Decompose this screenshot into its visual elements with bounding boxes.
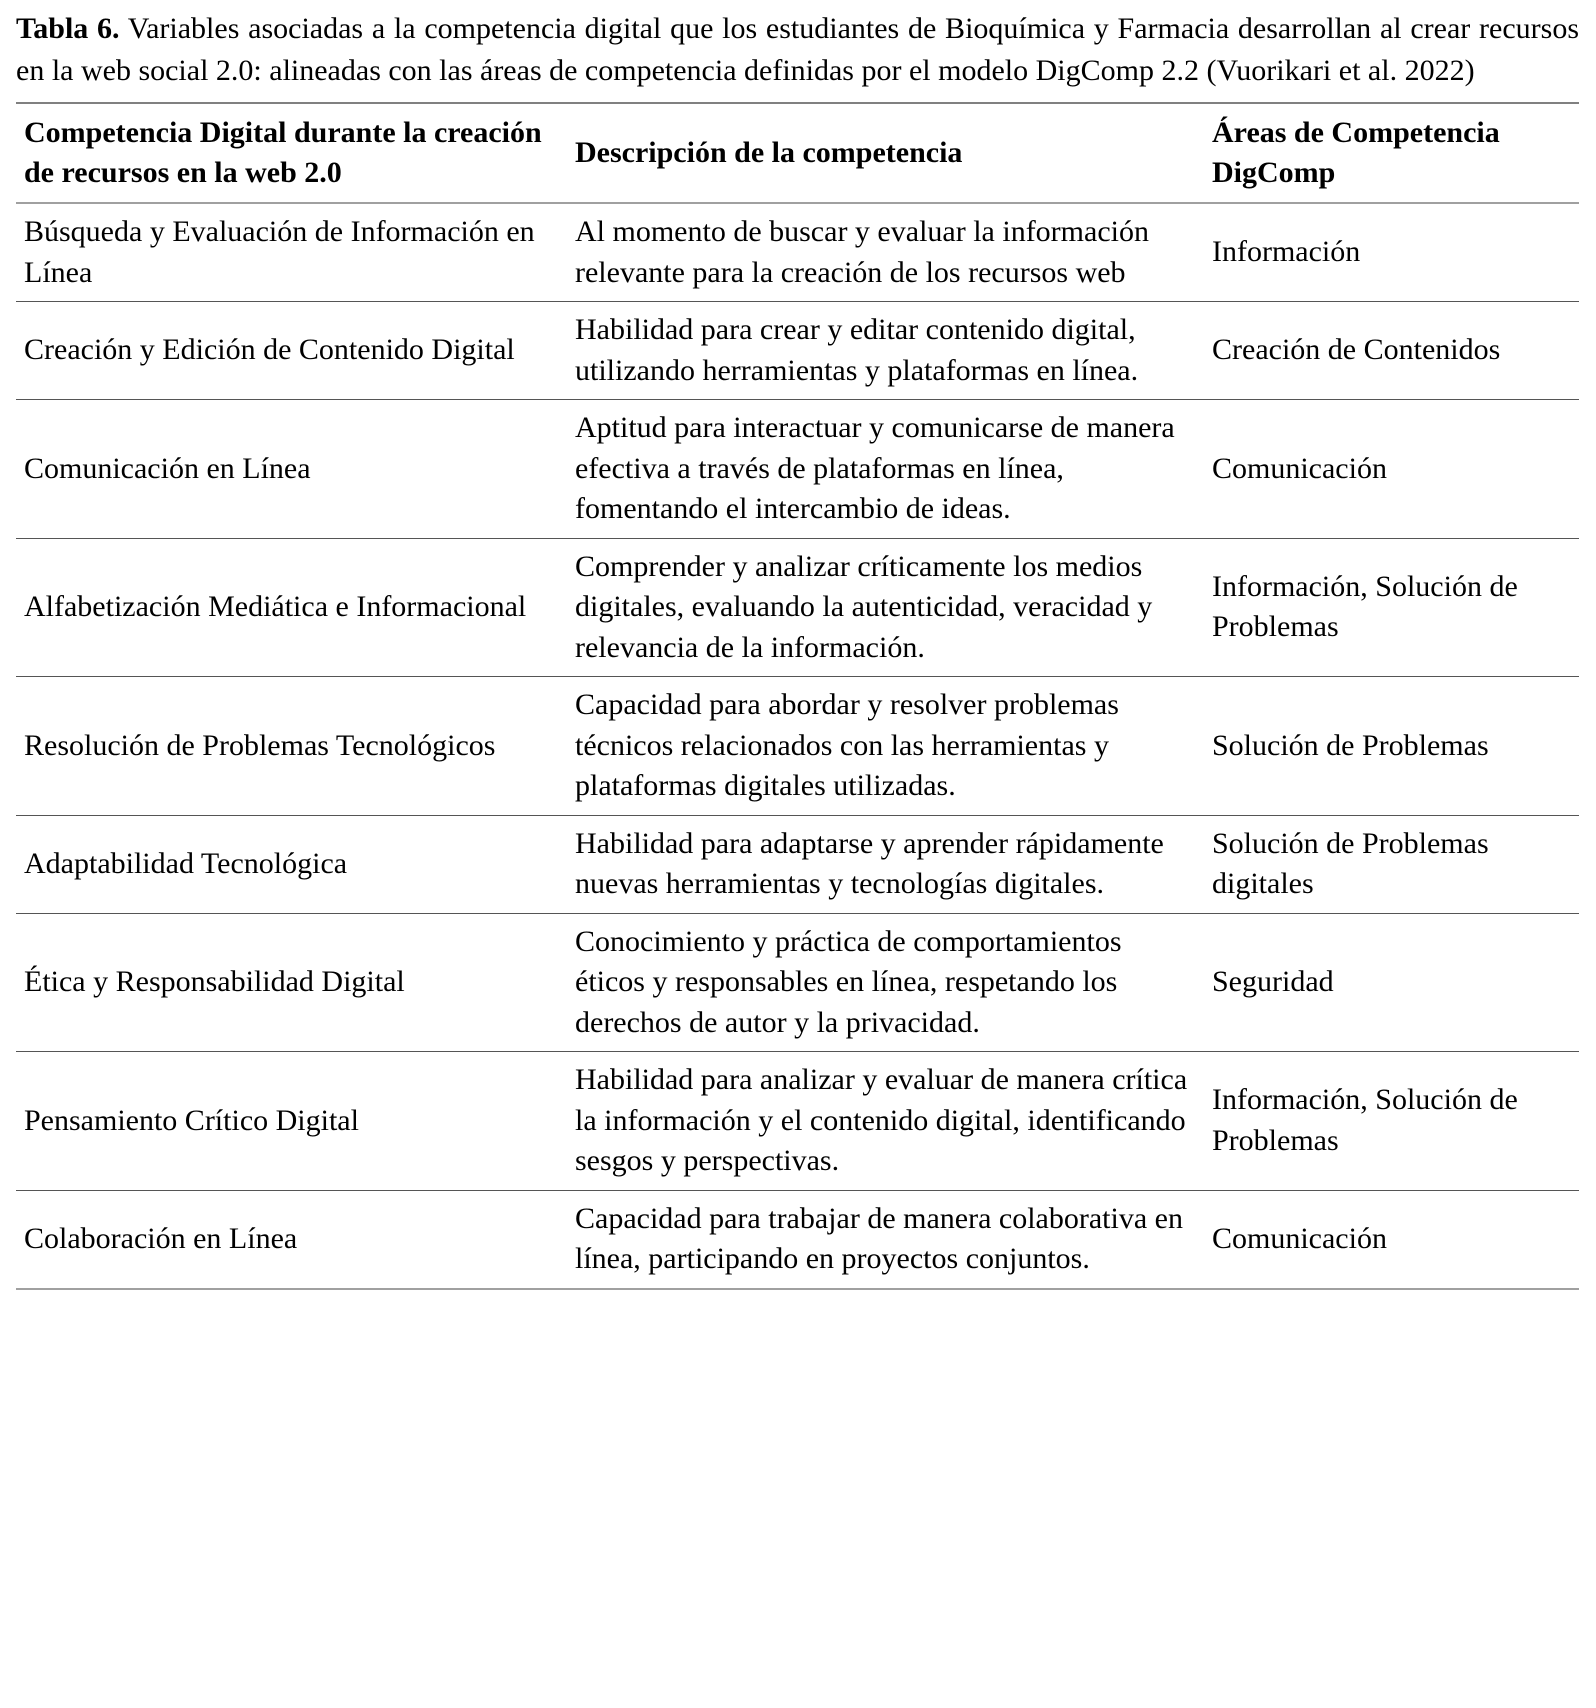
table-body [16, 203, 1579, 1289]
table-row [16, 677, 1579, 816]
cell-area: Creación de Contenidos [1212, 333, 1501, 367]
table-row [16, 400, 1579, 539]
cell-descripcion: Capacidad para abordar y resolver problemas técnicos relacionados con las herramientas y plataformas digitales utilizadas. [575, 688, 1119, 802]
header-competencia: Competencia Digital durante la creación de recursos en la web 2.0 [24, 116, 542, 189]
cell-descripcion: Comprender y analizar críticamente los medios digitales, evaluando la autenticidad, veracidad y relevancia de la información. [575, 549, 1153, 664]
cell-area: Información [1212, 235, 1361, 269]
cell-competencia: Comunicación en Línea [24, 451, 311, 485]
cell-area: Comunicación [1212, 1221, 1387, 1255]
header-row [16, 103, 1579, 203]
cell-area: Información, Solución de Problemas [1212, 1083, 1518, 1157]
table-caption-text: Variables asociadas a la competencia digital que los estudiantes de Bioquímica y Farmacia desarrollan al crear recursos en la web social 2.0: alineadas con las áreas de competencia definidas por el modelo DigComp 2.2 (Vuorikari et al. 2022) [16, 12, 1579, 87]
table-row [16, 1052, 1579, 1191]
cell-area: Seguridad [1212, 965, 1334, 998]
cell-competencia: Alfabetización Mediática e Informacional [24, 590, 527, 623]
cell-descripcion: Habilidad para adaptarse y aprender rápidamente nuevas herramientas y tecnologías digitales. [575, 826, 1164, 900]
cell-competencia: Creación y Edición de Contenido Digital [24, 333, 515, 367]
table-row [16, 302, 1579, 400]
table-row [16, 913, 1579, 1052]
cell-descripcion: Al momento de buscar y evaluar la información relevante para la creación de los recursos web [575, 215, 1149, 289]
cell-competencia: Adaptabilidad Tecnológica [24, 846, 348, 880]
cell-descripcion: Habilidad para crear y editar contenido digital, utilizando herramientas y plataformas en línea. [575, 313, 1139, 387]
cell-descripcion: Aptitud para interactuar y comunicarse de manera efectiva a través de plataformas en línea, fomentando el intercambio de ideas. [575, 411, 1175, 525]
cell-descripcion: Capacidad para trabajar de manera colaborativa en línea, participando en proyectos conjuntos. [575, 1201, 1183, 1275]
cell-competencia: Pensamiento Crítico Digital [24, 1103, 359, 1137]
table-row [16, 203, 1579, 302]
cell-competencia: Colaboración en Línea [24, 1221, 298, 1255]
table-caption-label: Tabla 6. [16, 12, 120, 45]
cell-area: Información, Solución de Problemas [1212, 569, 1518, 644]
header-descripcion: Descripción de la competencia [575, 136, 963, 169]
cell-area: Comunicación [1212, 451, 1387, 485]
table-row [16, 538, 1579, 677]
table-header [16, 103, 1579, 203]
header-area: Áreas de Competencia DigComp [1212, 116, 1500, 189]
document-page [16, 8, 1579, 1290]
table-caption [16, 8, 1579, 92]
cell-competencia: Resolución de Problemas Tecnológicos [24, 728, 496, 762]
cell-competencia: Ética y Responsabilidad Digital [24, 965, 405, 998]
cell-area: Solución de Problemas digitales [1212, 826, 1489, 900]
cell-competencia: Búsqueda y Evaluación de Información en Línea [24, 215, 535, 289]
competencies-table [16, 102, 1579, 1290]
table-row [16, 815, 1579, 913]
table-row [16, 1190, 1579, 1289]
cell-area: Solución de Problemas [1212, 728, 1489, 762]
cell-descripcion: Conocimiento y práctica de comportamientos éticos y responsables en línea, respetando los derechos de autor y la privacidad. [575, 924, 1122, 1039]
cell-descripcion: Habilidad para analizar y evaluar de manera crítica la información y el contenido digital, identificando sesgos y perspectivas. [575, 1063, 1188, 1177]
